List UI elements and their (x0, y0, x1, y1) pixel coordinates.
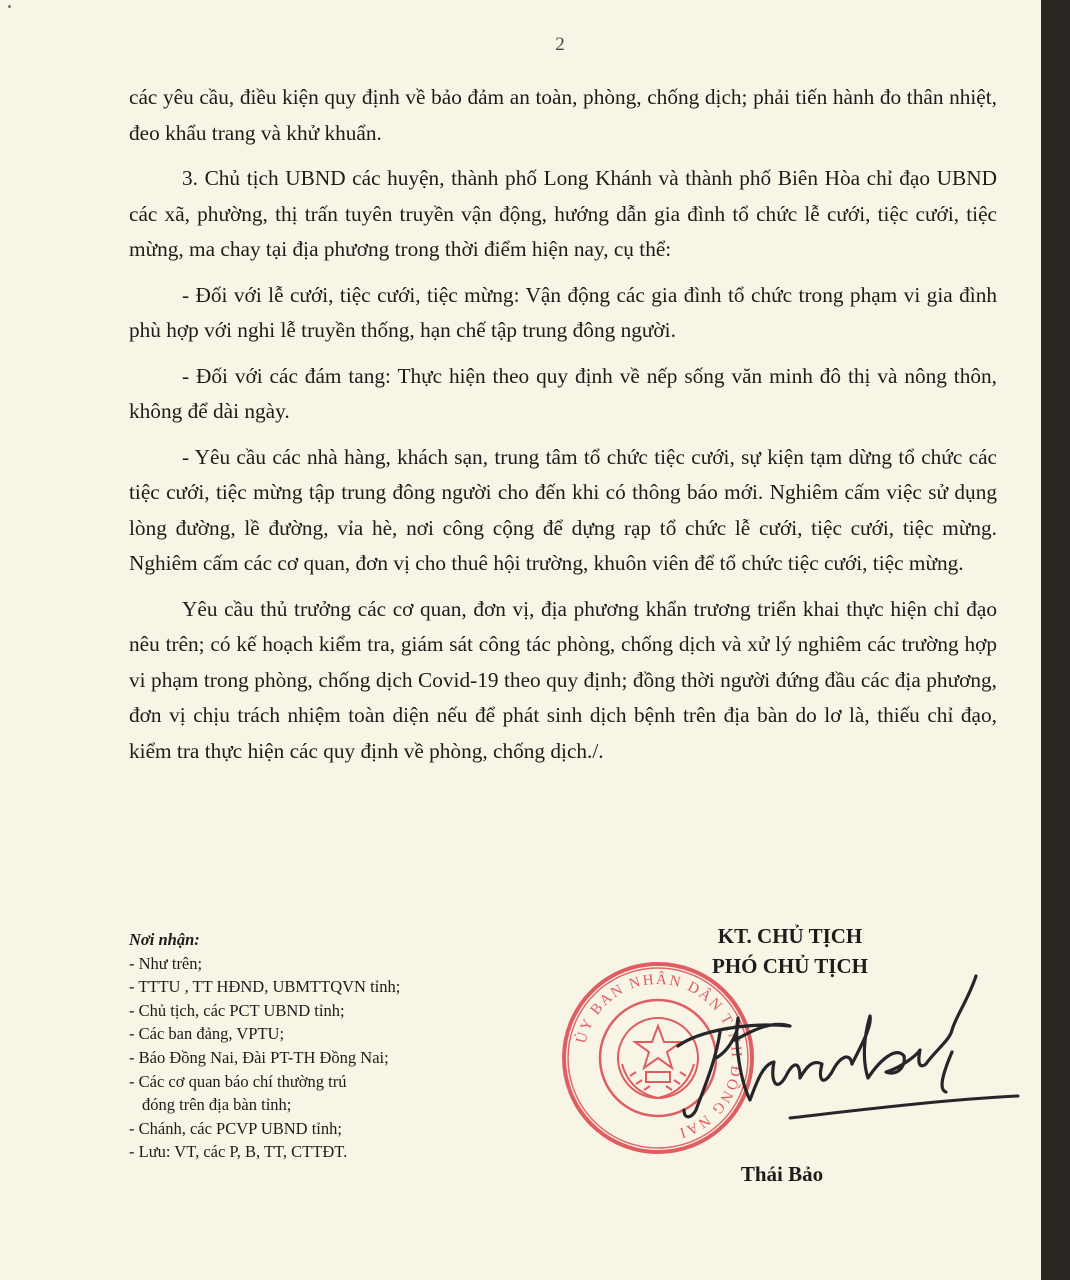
recipient-item: - Các cơ quan báo chí thường trú (129, 1071, 347, 1091)
recipient-item: - TTTU , TT HĐND, UBMTTQVN tỉnh; (129, 977, 401, 997)
recipients-list (129, 928, 549, 1164)
paragraph-continuation: các yêu cầu, điều kiện quy định về bảo đảm an toàn, phòng, chống dịch; phải tiến hành đo thân nhiệt, đeo khẩu trang và khử khuẩn. (129, 85, 997, 145)
seal-text: ỦY BAN NHÂN DÂN TỈNH ĐỒNG NAI (573, 971, 745, 1142)
recipient-item-continuation: đóng trên địa bàn tỉnh; (142, 1095, 292, 1115)
handwritten-signature (600, 960, 1030, 1150)
recipient-item: - Chủ tịch, các PCT UBND tỉnh; (129, 1000, 345, 1020)
recipient-item: - Các ban đảng, VPTU; (129, 1024, 285, 1044)
paragraph-responsibility: Yêu cầu thủ trưởng các cơ quan, đơn vị, địa phương khẩn trương triển khai thực hiện chỉ đạo nêu trên; có kế hoạch kiểm tra, giám sát công tác phòng, chống dịch và xử lý nghiêm các trường hợp vi phạm trong phòng, chống dịch Covid-19 theo quy định; đồng thời người đứng đầu các địa phương, đơn vị chịu trách nhiệm toàn diện nếu để phát sinh dịch bệnh trên địa bàn do lơ là, thiếu chỉ đạo, kiểm tra thực hiện các quy định về phòng, chống dịch./. (129, 596, 997, 763)
paragraph-item-3: 3. Chủ tịch UBND các huyện, thành phố Long Khánh và thành phố Biên Hòa chỉ đạo UBND các xã, phường, thị trấn tuyên truyền vận động, hướng dẫn gia đình tổ chức lễ cưới, tiệc cưới, tiệc mừng, ma chay tại địa phương trong thời điểm hiện nay, cụ thể: (129, 166, 997, 261)
recipient-item: - Lưu: VT, các P, B, TT, CTTĐT. (129, 1142, 348, 1162)
paragraph-restaurants: - Yêu cầu các nhà hàng, khách sạn, trung tâm tổ chức tiệc cưới, sự kiện tạm dừng tổ chức các tiệc cưới, tiệc mừng tập trung đông người cho đến khi có thông báo mới. Nghiêm cấm việc sử dụng lòng đường, lề đường, vỉa hè, nơi công cộng để dựng rạp tổ chức lễ cưới, tiệc cưới, tiệc mừng. Nghiêm cấm các cơ quan, đơn vị cho thuê hội trường, khuôn viên để tổ chức tiệc cưới, tiệc mừng. (129, 444, 997, 575)
body-text (129, 80, 997, 779)
signer-title-line2: PHÓ CHỦ TỊCH (712, 954, 868, 978)
recipient-item: - Như trên; (129, 953, 203, 973)
recipient-item: - Chánh, các PCVP UBND tỉnh; (129, 1118, 342, 1138)
scan-speck (8, 5, 11, 8)
recipients-title: Nơi nhận: (129, 930, 200, 949)
paragraph-weddings: - Đối với lễ cưới, tiệc cưới, tiệc mừng: Vận động các gia đình tổ chức trong phạm vi gia đình phù hợp với nghi lễ truyền thống, hạn chế tập trung đông người. (129, 282, 997, 342)
signer-title-line1: KT. CHỦ TỊCH (717, 924, 863, 948)
page-number: 2 (555, 34, 565, 55)
signer-name: Thái Bảo (740, 1162, 824, 1186)
paragraph-funerals: - Đối với các đám tang: Thực hiện theo quy định về nếp sống văn minh đô thị và nông thôn, không để dài ngày. (129, 363, 997, 423)
recipient-item: - Báo Đồng Nai, Đài PT-TH Đồng Nai; (129, 1047, 389, 1067)
